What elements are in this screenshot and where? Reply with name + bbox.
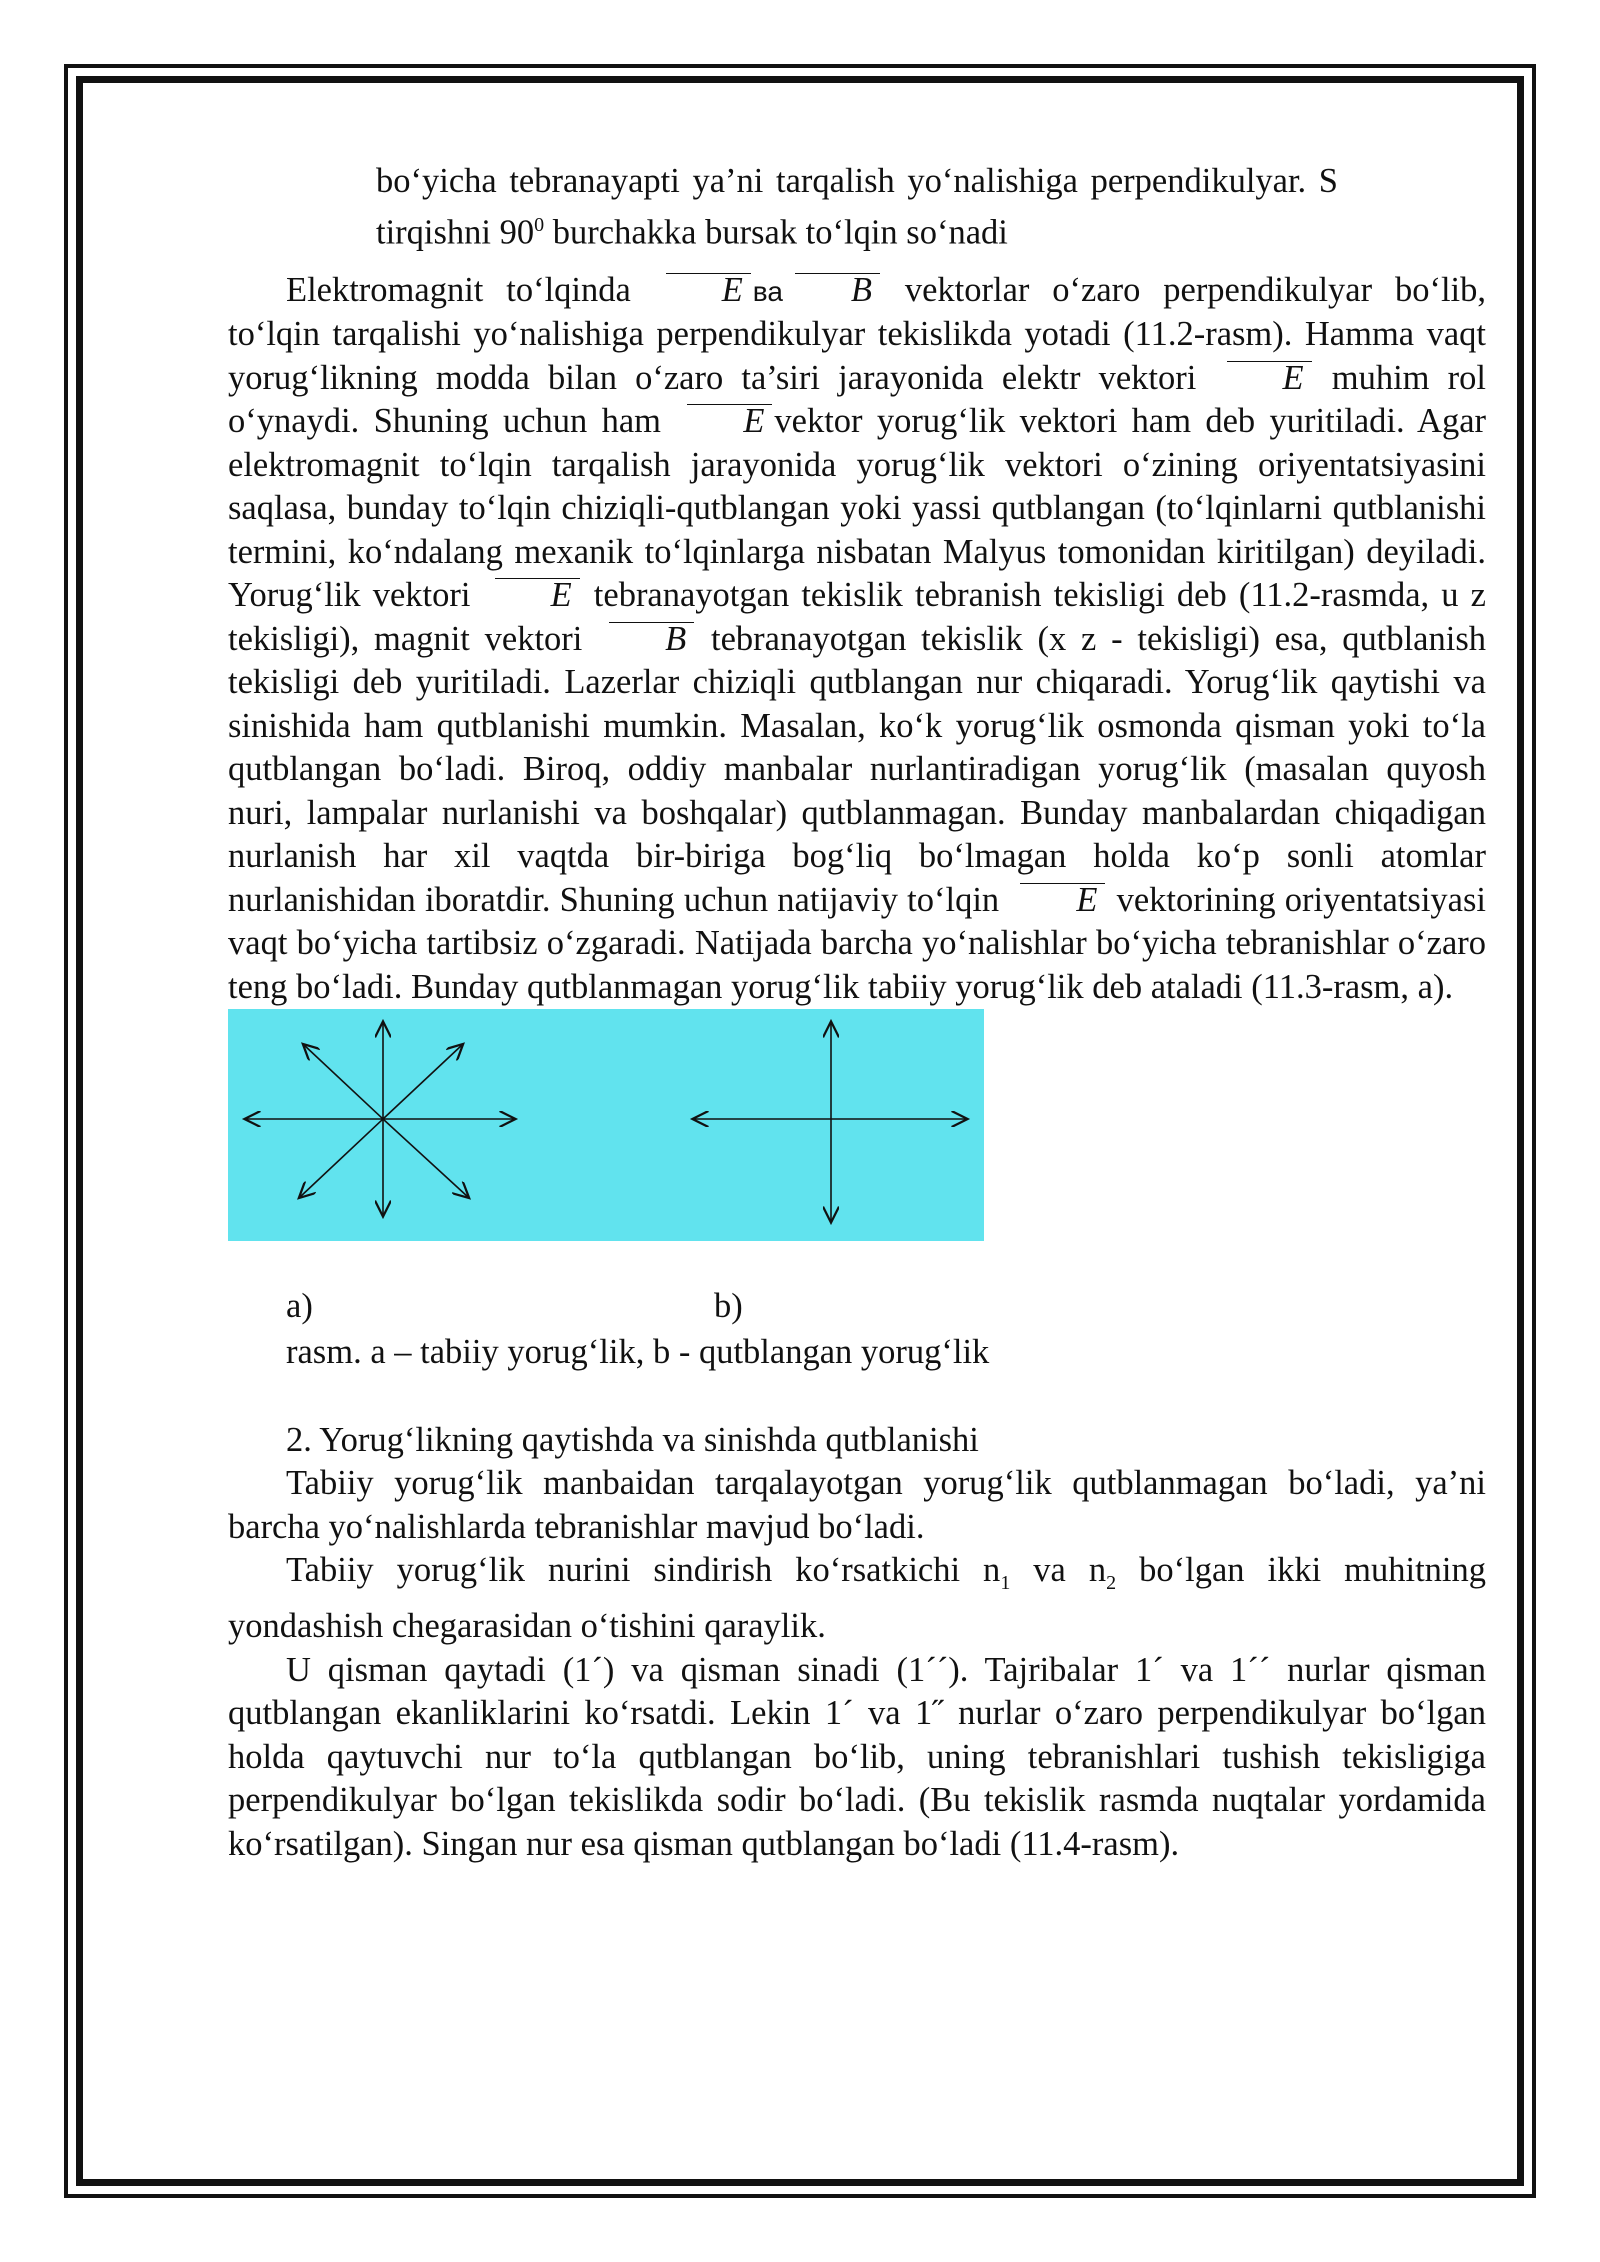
vector-b-symbol: B	[783, 269, 882, 313]
text-run: vektor yorug‘lik vektori ham deb yuritiladi. Agar elektromagnit to‘lqin tarqalish jarayonida yorug‘lik vektori o‘zining oriyentatsiyasini saqlasa, bunday to‘lqin chiziqli-qutblangan yoki yassi qutblangan (to‘lqinlarni qutblanishi termini, ko‘ndalang mexanik to‘lqinlarga nisbatan Malyus tomonidan kiritilgan) deyiladi. Yorug‘lik vektori	[228, 402, 1486, 614]
figure-labels	[228, 1287, 1486, 1331]
figure-caption: rasm. a – tabiiy yorug‘lik, b - qutblangan yorug‘lik	[286, 1333, 990, 1371]
text-run: Elektromagnit to‘lqinda	[286, 270, 654, 309]
arrow-up-left	[304, 1045, 383, 1119]
arrow-up-right	[383, 1045, 462, 1119]
top-paragraph-end: burchakka bursak to‘lqin so‘nadi	[544, 213, 1008, 251]
degree-sup: 0	[534, 213, 545, 236]
text-run: vektorining oriyentatsiyasi vaqt bo‘yicha tartibsiz o‘zgaradi. Natijada barcha yo‘nalishlar bo‘yicha tebranishlar o‘zaro teng bo‘ladi. Bunday qutblanmagan yorug‘lik tabiiy yorug‘lik deb ataladi (11.3-rasm, a).	[228, 880, 1487, 1006]
top-paragraph	[376, 160, 1338, 255]
natural-light-arrows	[246, 1023, 514, 1215]
text-run: tebranayotgan tekislik tebranish tekisligi deb (11.2-rasmda, u z tekisligi), magnit vektori	[228, 576, 1486, 658]
polarized-light-arrows	[694, 1023, 966, 1221]
text-run: tebranayotgan tekislik (x z - tekisligi) esa, qutblanish tekisligi deb yuritiladi. Lazerlar chiziqli qutblangan nur chiqaradi. Yorug‘lik qaytishi va sinishida ham qutblanishi mumkin. Masalan, ko‘k yorug‘lik osmonda qisman yoki to‘la qutblangan bo‘ladi. Biroq, oddiy manbalar nurlantiradigan yorug‘lik (masalan quyosh nuri, lampalar nurlanishi va boshqalar) qutblanmagan. Bunday manbalardan chiqadigan nurlanish har xil vaqtda bir-biriga bog‘liq bo‘lmagan holda ko‘p sonli atomlar nurlanishidan iboratdir. Shuning uchun natijaviy to‘lqin	[228, 619, 1486, 919]
vector-e-symbol: E	[483, 574, 582, 618]
text-run: Tabiiy yorug‘lik nurini sindirish ko‘rsatkichi n	[286, 1551, 1001, 1589]
polarization-diagram	[228, 1009, 984, 1241]
arrow-down-left	[300, 1119, 383, 1197]
conjunction-text: ва	[752, 275, 783, 307]
text-run: va n	[1010, 1551, 1107, 1589]
text-run: vektorlar o‘zaro perpendikulyar bo‘lib, to‘lqin tarqalishi yo‘nalishiga perpendikulyar tekislikda yotadi (11.2-rasm). Hamma vaqt yorug‘likning modda bilan o‘zaro ta’siri jarayonida elektr vektori	[228, 270, 1487, 397]
spacer	[228, 1375, 1486, 1419]
paragraph-4: U qisman qaytadi (1´) va qisman sinadi (1´´). Tajribalar 1´ va 1´´ nurlar qisman qutblangan ekanliklarini ko‘rsatdi. Lekin 1´ va 1˝ nurlar o‘zaro perpendikulyar bo‘lgan holda qaytuvchi nur to‘la qutblangan bo‘lib, uning tebranishlari tushish tekisligiga perpendikulyar bo‘lgan tekislikda sodir bo‘ladi. (Bu tekislik rasmda nuqtalar yordamida ko‘rsatilgan). Singan nur esa qisman qutblangan bo‘ladi (11.4-rasm).	[228, 1650, 1486, 1863]
vector-e-symbol: E	[675, 400, 774, 444]
vector-b-symbol: B	[597, 618, 696, 662]
vector-e-symbol: E	[1008, 879, 1107, 923]
vector-e-symbol: E	[654, 269, 753, 313]
arrow-down-right	[383, 1119, 468, 1197]
main-paragraph	[228, 269, 1486, 1010]
text-run: muhim rol o‘ynaydi. Shuning uchun ham	[228, 358, 1486, 440]
figure-label-b: b)	[714, 1287, 743, 1325]
figure-label-a: a)	[286, 1287, 313, 1325]
subscript-2: 2	[1106, 1571, 1117, 1594]
top-paragraph-text: bo‘yicha tebranayapti ya’ni tarqalish yo‘nalishiga perpendikulyar. S tirqishni 90	[376, 162, 1338, 251]
polarization-figure	[228, 1009, 984, 1241]
paragraph-3	[228, 1549, 1486, 1649]
section-heading: 2. Yorug‘likning qaytishda va sinishda qutblanishi	[286, 1420, 979, 1459]
page-content	[228, 160, 1486, 1866]
paragraph-2: Tabiiy yorug‘lik manbaidan tarqalayotgan yorug‘lik qutblanmagan bo‘ladi, ya’ni barcha yo‘nalishlarda tebranishlar mavjud bo‘ladi.	[228, 1464, 1486, 1546]
vector-e-symbol: E	[1215, 357, 1314, 401]
subscript-1: 1	[1000, 1571, 1011, 1594]
text-run: bo‘lgan ikki muhitning yondashish chegarasidan o‘tishini qaraylik.	[228, 1551, 1486, 1646]
